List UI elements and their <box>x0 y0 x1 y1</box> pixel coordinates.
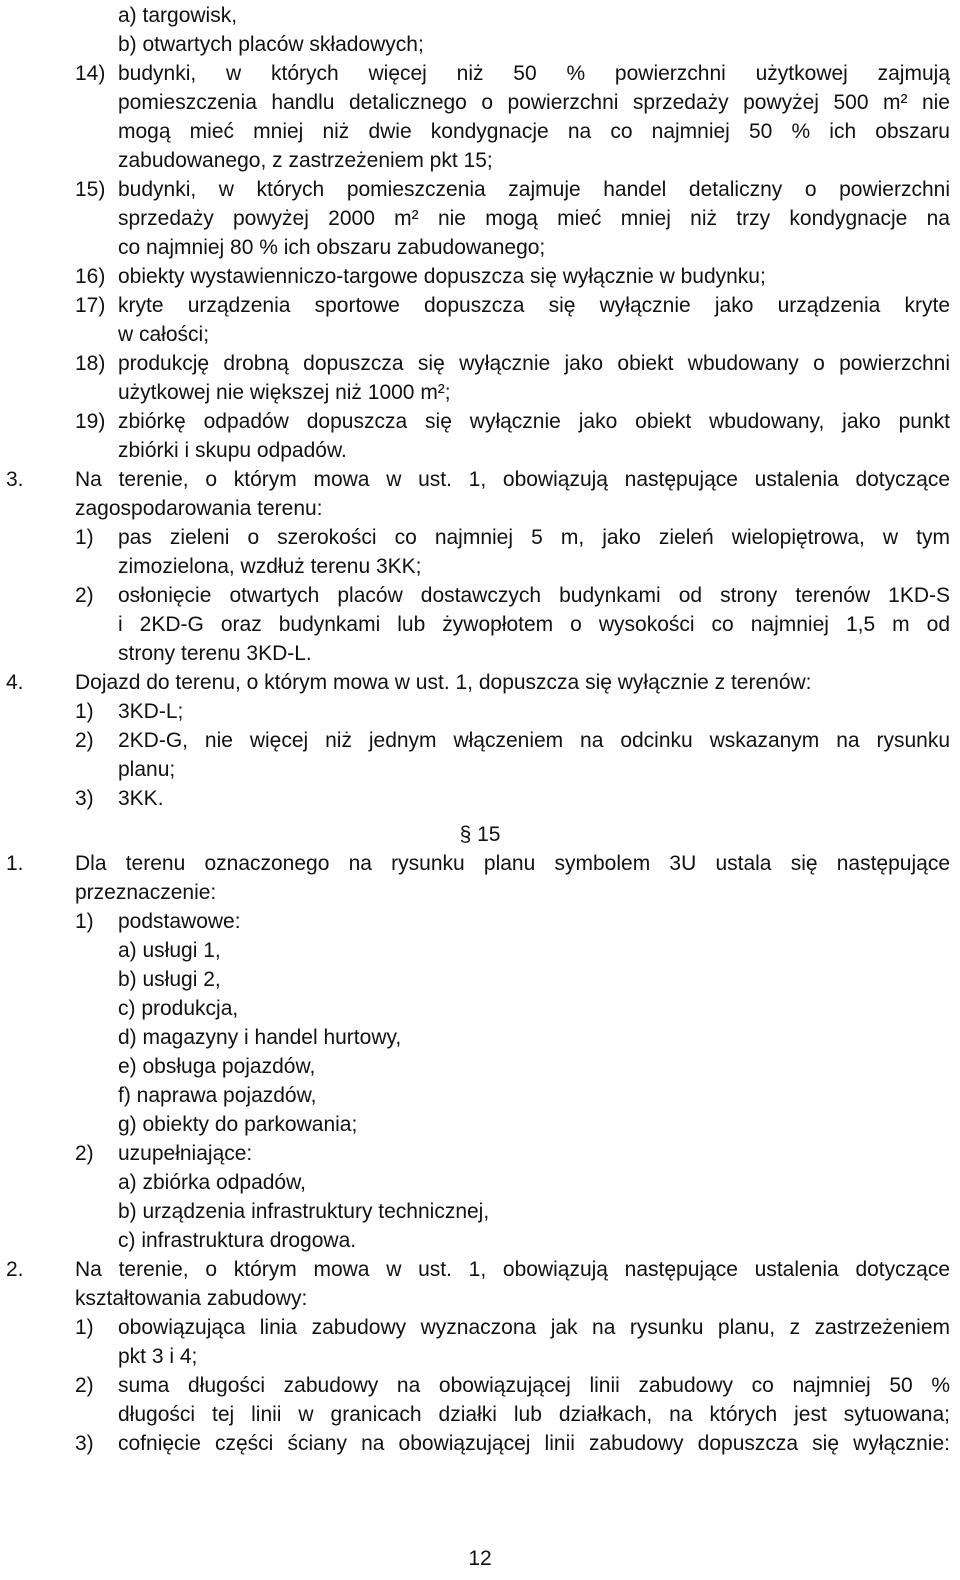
text-line <box>0 1226 960 1255</box>
text-line <box>0 1139 960 1168</box>
section-number: 1. <box>6 852 24 875</box>
line-text: budynki, w których pomieszczenia zajmuje handel detaliczny o powierzchni <box>118 178 950 201</box>
line-text: 3KD-L; <box>118 700 184 723</box>
text-line <box>0 1110 960 1139</box>
line-text: pkt 3 i 4; <box>118 1345 198 1368</box>
text-line <box>0 784 960 813</box>
line-text: i 2KD-G oraz budynkami lub żywopłotem o wysokości co najmniej 1,5 m od <box>118 613 950 636</box>
line-text: uzupełniające: <box>118 1142 253 1165</box>
text-line <box>0 233 960 262</box>
text-line <box>0 581 960 610</box>
item-number: 19) <box>75 410 106 433</box>
text-line <box>0 965 960 994</box>
line-text: e) obsługa pojazdów, <box>118 1055 316 1078</box>
line-text: Na terenie, o którym mowa w ust. 1, obowiązują następujące ustalenia dotyczące <box>75 468 950 491</box>
text-line <box>0 1342 960 1371</box>
item-number: 17) <box>75 294 106 317</box>
item-number: 15) <box>75 178 106 201</box>
line-text: cofnięcie części ściany na obowiązującej linii zabudowy dopuszcza się wyłącznie: <box>118 1432 950 1455</box>
line-text: pas zieleni o szerokości co najmniej 5 m, jako zieleń wielopiętrowa, w tym <box>118 526 950 549</box>
line-text: kryte urządzenia sportowe dopuszcza się wyłącznie jako urządzenia kryte <box>118 294 950 317</box>
line-text: zbiórki i skupu odpadów. <box>118 439 347 462</box>
text-line <box>0 1284 960 1313</box>
item-number: 18) <box>75 352 106 375</box>
item-number: 2) <box>75 729 94 752</box>
text-line <box>0 523 960 552</box>
line-text: sprzedaży powyżej 2000 m² nie mogą mieć mniej niż trzy kondygnacje na <box>118 207 950 230</box>
line-text: strony terenu 3KD-L. <box>118 642 312 665</box>
text-line <box>0 1371 960 1400</box>
item-number: 14) <box>75 62 106 85</box>
line-text: c) infrastruktura drogowa. <box>118 1229 357 1252</box>
text-line <box>0 146 960 175</box>
line-text: b) otwartych placów składowych; <box>118 33 424 56</box>
item-number: 1) <box>75 526 94 549</box>
line-text: co najmniej 80 % ich obszaru zabudowanego; <box>118 236 546 259</box>
text-line <box>0 1429 960 1458</box>
text-line <box>0 349 960 378</box>
line-text: a) targowisk, <box>118 4 238 27</box>
item-number: 2) <box>75 1374 94 1397</box>
text-line <box>0 755 960 784</box>
text-line <box>0 291 960 320</box>
text-line <box>0 1313 960 1342</box>
line-text: zagospodarowania terenu: <box>75 497 323 520</box>
text-line <box>0 494 960 523</box>
line-text: Na terenie, o którym mowa w ust. 1, obowiązują następujące ustalenia dotyczące <box>75 1258 950 1281</box>
text-line <box>0 936 960 965</box>
text-line <box>0 1197 960 1226</box>
text-line <box>0 320 960 349</box>
text-line <box>0 262 960 291</box>
text-line <box>0 175 960 204</box>
item-number: 3) <box>75 787 94 810</box>
line-text: długości tej linii w granicach działki lub działkach, na których jest sytuowana; <box>118 1403 950 1426</box>
item-number: 1) <box>75 910 94 933</box>
line-text: Dojazd do terenu, o którym mowa w ust. 1, dopuszcza się wyłącznie z terenów: <box>75 671 812 694</box>
line-text: zabudowanego, z zastrzeżeniem pkt 15; <box>118 149 493 172</box>
line-text: a) zbiórka odpadów, <box>118 1171 306 1194</box>
line-text: zimozielona, wzdłuż terenu 3KK; <box>118 555 422 578</box>
line-text: b) usługi 2, <box>118 968 221 991</box>
line-text: c) produkcja, <box>118 997 239 1020</box>
line-text: pomieszczenia handlu detalicznego o powierzchni sprzedaży powyżej 500 m² nie <box>118 91 950 114</box>
text-line <box>0 59 960 88</box>
text-line <box>0 849 960 878</box>
line-text: b) urządzenia infrastruktury technicznej, <box>118 1200 490 1223</box>
line-text: g) obiekty do parkowania; <box>118 1113 358 1136</box>
text-line <box>0 30 960 59</box>
line-text: Dla terenu oznaczonego na rysunku planu symbolem 3U ustala się następujące <box>75 852 950 875</box>
item-number: 1) <box>75 700 94 723</box>
line-text: obowiązująca linia zabudowy wyznaczona jak na rysunku planu, z zastrzeżeniem <box>118 1316 950 1339</box>
text-line <box>0 1255 960 1284</box>
line-text: 3KK. <box>118 787 164 810</box>
text-line <box>0 117 960 146</box>
line-text: mogą mieć mniej niż dwie kondygnacje na co najmniej 50 % ich obszaru <box>118 120 950 143</box>
item-number: 16) <box>75 265 106 288</box>
line-text: zbiórkę odpadów dopuszcza się wyłącznie jako obiekt wbudowany, jako punkt <box>118 410 950 433</box>
line-text: przeznaczenie: <box>75 881 217 904</box>
line-text: w całości; <box>118 323 210 346</box>
text-line <box>0 878 960 907</box>
text-line <box>0 668 960 697</box>
line-text: użytkowej nie większej niż 1000 m²; <box>118 381 451 404</box>
text-line <box>0 378 960 407</box>
line-text: obiekty wystawienniczo-targowe dopuszcza się wyłącznie w budynku; <box>118 265 766 288</box>
section-number: 2. <box>6 1258 24 1281</box>
text-line <box>0 639 960 668</box>
section-number: 3. <box>6 468 24 491</box>
text-line <box>0 994 960 1023</box>
text-line <box>0 1081 960 1110</box>
line-text: kształtowania zabudowy: <box>75 1287 308 1310</box>
text-line <box>0 88 960 117</box>
item-number: 2) <box>75 584 94 607</box>
text-line <box>0 907 960 936</box>
text-line <box>0 820 960 849</box>
text-line <box>0 610 960 639</box>
text-line <box>0 1168 960 1197</box>
text-line <box>0 204 960 233</box>
text-line <box>0 1023 960 1052</box>
text-line <box>0 436 960 465</box>
line-text: 2KD-G, nie więcej niż jednym włączeniem na odcinku wskazanym na rysunku <box>118 729 950 752</box>
line-text: podstawowe: <box>118 910 241 933</box>
line-text: d) magazyny i handel hurtowy, <box>118 1026 402 1049</box>
item-number: 1) <box>75 1316 94 1339</box>
text-line <box>0 1052 960 1081</box>
text-line <box>0 465 960 494</box>
line-text: f) naprawa pojazdów, <box>118 1084 317 1107</box>
line-text: suma długości zabudowy na obowiązującej linii zabudowy co najmniej 50 % <box>118 1374 950 1397</box>
text-line <box>0 726 960 755</box>
line-text: budynki, w których więcej niż 50 % powierzchni użytkowej zajmują <box>118 62 950 85</box>
item-number: 3) <box>75 1432 94 1455</box>
text-line <box>0 1 960 30</box>
line-text: planu; <box>118 758 176 781</box>
line-text: § 15 <box>459 823 501 846</box>
text-line <box>0 407 960 436</box>
item-number: 2) <box>75 1142 94 1165</box>
text-line <box>0 552 960 581</box>
line-text: produkcję drobną dopuszcza się wyłącznie jako obiekt wbudowany o powierzchni <box>118 352 950 375</box>
line-text: a) usługi 1, <box>118 939 221 962</box>
text-line <box>0 1400 960 1429</box>
page-number: 12 <box>468 1547 492 1570</box>
section-number: 4. <box>6 671 24 694</box>
line-text: osłonięcie otwartych placów dostawczych budynkami od strony terenów 1KD-S <box>118 584 950 607</box>
text-line <box>0 697 960 726</box>
